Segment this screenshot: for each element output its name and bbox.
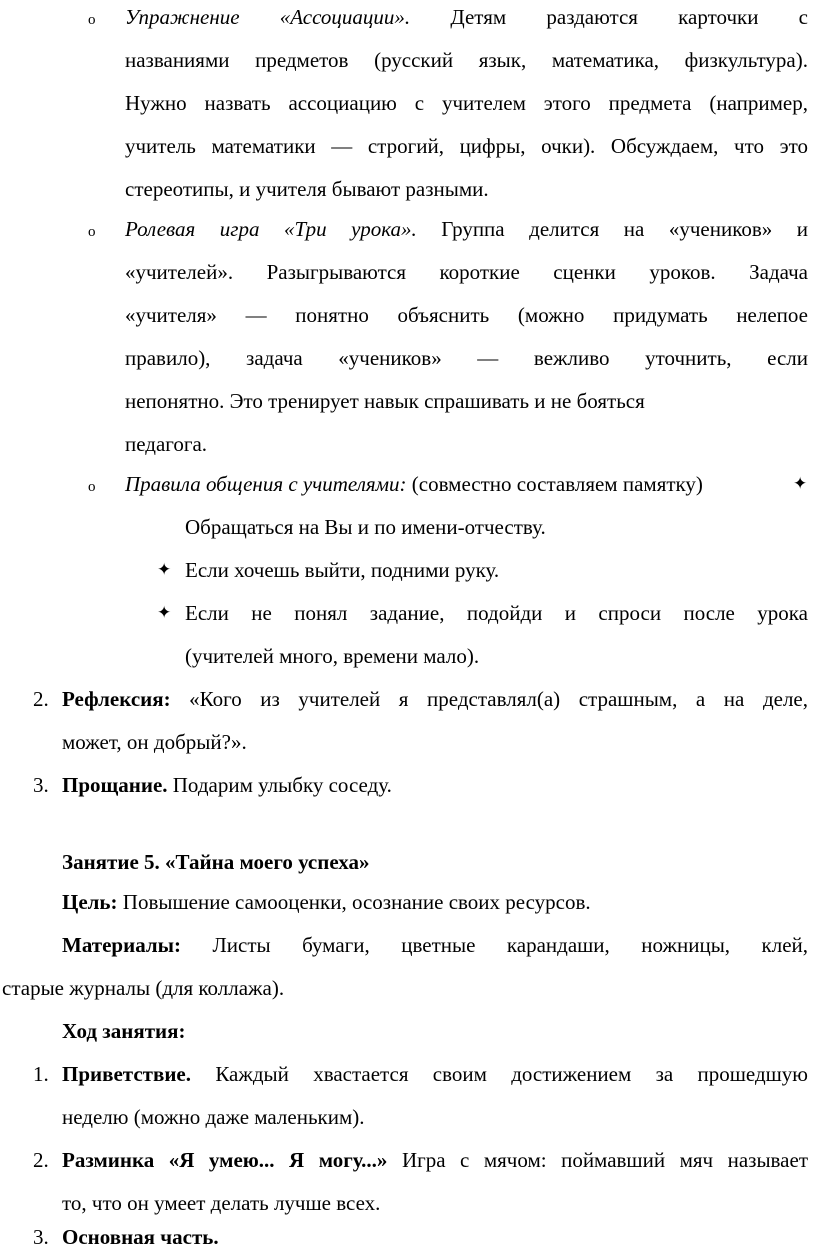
star-bullet-icon: ✦ (157, 560, 172, 579)
step3-line: Прощание. Подарим улыбку соседу. (62, 773, 392, 797)
item2-title: Ролевая игра «Три урока». (125, 217, 417, 241)
item2-line3: «учителя» — понятно объяснить (можно придумать нелепое (125, 303, 808, 327)
lesson5-step2-label: Разминка «Я умею... Я могу...» (62, 1148, 388, 1172)
item2-line1: Ролевая игра «Три урока». Группа делится на «учеников» и (125, 217, 809, 241)
step2-line2: может, он добрый?». (62, 730, 247, 754)
step-number: 1. (33, 1062, 49, 1086)
lesson5-step2-line1: Разминка «Я умею... Я могу...» Игра с мячом: поймавший мяч называет (62, 1148, 809, 1172)
lesson5-step2-line2: то, что он умеет делать лучше всех. (62, 1191, 381, 1215)
goal-label: Цель: (62, 890, 118, 914)
item2-line4: правило), задача «учеников» — вежливо уточнить, если (125, 346, 808, 370)
step3-label: Прощание. (62, 773, 168, 797)
lesson5-course: Ход занятия: (62, 1019, 186, 1043)
star-bullet-icon: ✦ (157, 603, 172, 622)
rule3-line2: (учителей много, времени мало). (185, 644, 480, 668)
item2-line5: непонятно. Это тренирует навык спрашивать и не бояться (125, 389, 645, 413)
item3-title: Правила общения с учителями: (125, 472, 407, 496)
step2-line1: Рефлексия: «Кого из учителей я представлял(а) страшным, а на деле, (62, 687, 808, 711)
lesson5-title: Занятие 5. «Тайна моего успеха» (62, 850, 370, 874)
lesson5-step1-label: Приветствие. (62, 1062, 191, 1086)
item1-line2: названиями предметов (русский язык, математика, физкультура). (125, 48, 808, 72)
step-number: 2. (33, 687, 49, 711)
star-bullet-icon: ✦ (793, 474, 808, 493)
lesson5-materials-line2: старые журналы (для коллажа). (2, 976, 285, 1000)
item2-line2: «учителей». Разыгрываются короткие сценки уроков. Задача (125, 260, 808, 284)
lesson5-materials-line1: Материалы: Листы бумаги, цветные карандаши, ножницы, клей, (62, 933, 809, 957)
bullet-marker: o (88, 479, 96, 495)
rule1: Обращаться на Вы и по имени-отчеству. (185, 515, 546, 539)
item1-line3: Нужно назвать ассоциацию с учителем этого предмета (например, (125, 91, 808, 115)
step-number: 2. (33, 1148, 49, 1172)
lesson5-step1-line1: Приветствие. Каждый хвастается своим достижением за прошедшую (62, 1062, 809, 1086)
bullet-marker: o (88, 12, 96, 28)
lesson5-step1-line2: неделю (можно даже маленьким). (62, 1105, 365, 1129)
materials-label: Материалы: (62, 933, 182, 957)
item1-title: Упражнение «Ассоциации». (125, 5, 411, 29)
lesson5-goal: Цель: Повышение самооценки, осознание своих ресурсов. (62, 890, 591, 914)
item1-line1: Упражнение «Ассоциации». Детям раздаются карточки с (125, 5, 809, 29)
item1-line5: стереотипы, и учителя бывают разными. (125, 177, 489, 201)
bullet-marker: o (88, 224, 96, 240)
item2-line6: педагога. (125, 432, 208, 456)
item1-line4: учитель математики — строгий, цифры, очки). Обсуждаем, что это (125, 134, 808, 158)
step2-label: Рефлексия: (62, 687, 171, 711)
lesson5-step3: Основная часть. (62, 1225, 219, 1249)
item3-line1: Правила общения с учителями: (совместно составляем памятку) (125, 472, 703, 496)
rule2: Если хочешь выйти, подними руку. (185, 558, 500, 582)
rule3-line1: Если не понял задание, подойди и спроси после урока (185, 601, 808, 625)
step-number: 3. (33, 773, 49, 797)
step-number: 3. (33, 1225, 49, 1249)
